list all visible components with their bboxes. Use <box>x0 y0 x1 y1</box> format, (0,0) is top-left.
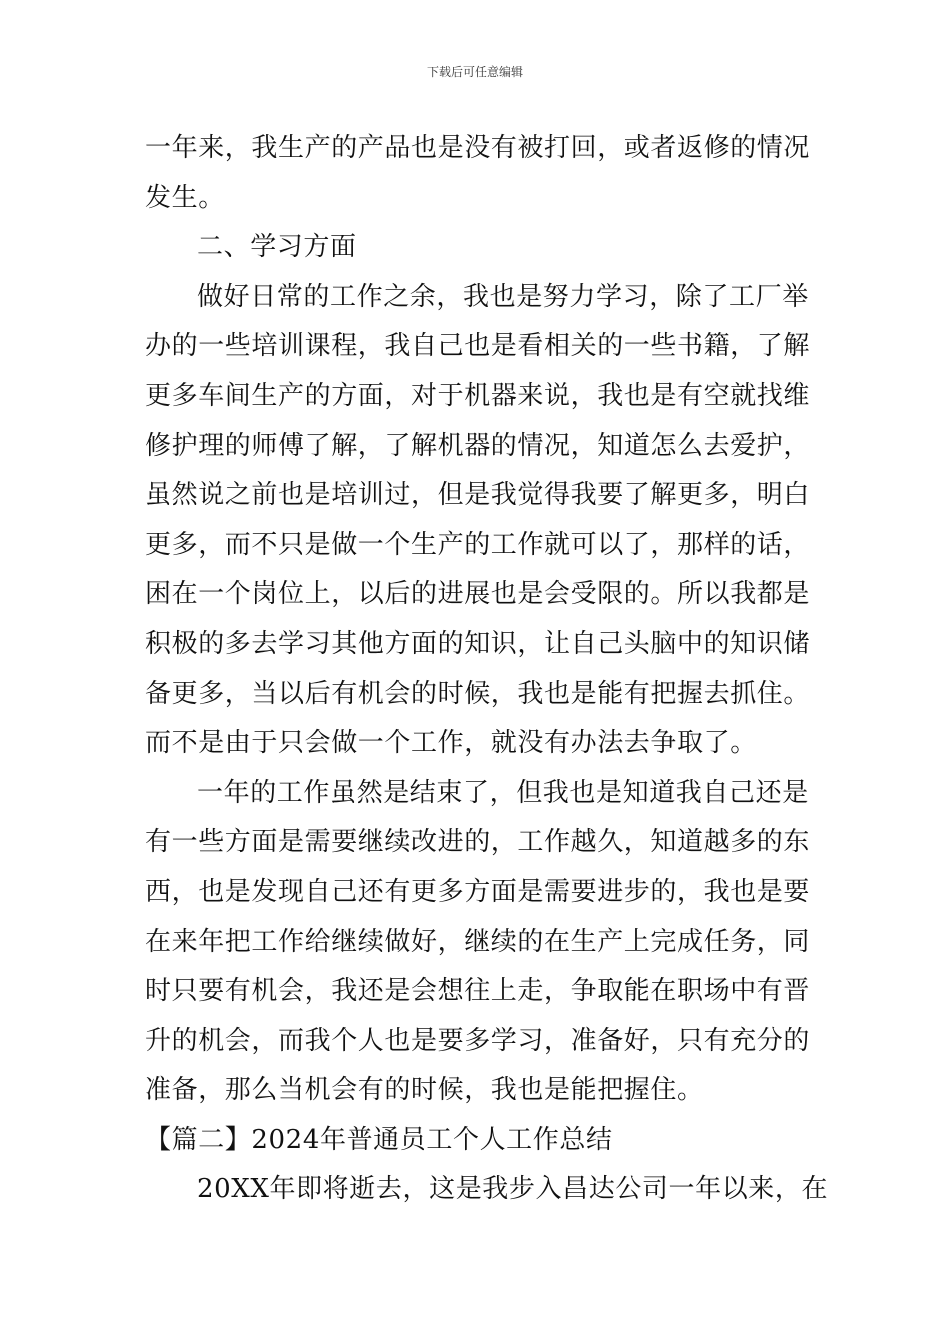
text-line: 而不是由于只会做一个工作，就没有办法去争取了。 <box>145 728 757 759</box>
text-line: 准备，那么当机会有的时候，我也是能把握住。 <box>145 1075 704 1106</box>
text-line: 备更多，当以后有机会的时候，我也是能有把握去抓住。 <box>145 678 811 709</box>
text-line: 20XX年即将逝去，这是我步入昌达公司一年以来，在 <box>197 1174 829 1205</box>
text-line: 办的一些培训课程，我自己也是看相关的一些书籍，了解 <box>145 331 811 362</box>
text-line: 有一些方面是需要继续改进的，工作越久，知道越多的东 <box>145 827 811 858</box>
text-line: 发生。 <box>145 182 225 213</box>
page-header: 下载后可任意编辑 <box>426 65 523 79</box>
text-line: 时只要有机会，我还是会想往上走，争取能在职场中有晋 <box>145 976 811 1007</box>
text-line: 积极的多去学习其他方面的知识，让自己头脑中的知识储 <box>145 628 811 659</box>
section-heading: 二、学习方面 <box>197 232 357 263</box>
text-line: 困在一个岗位上，以后的进展也是会受限的。所以我都是 <box>145 579 811 610</box>
text-line: 做好日常的工作之余，我也是努力学习，除了工厂举 <box>197 281 809 312</box>
text-line: 修护理的师傅了解，了解机器的情况，知道怎么去爱护， <box>145 430 811 461</box>
text-line: 虽然说之前也是培训过，但是我觉得我要了解更多，明白 <box>145 480 811 511</box>
text-line: 西，也是发现自己还有更多方面是需要进步的，我也是要 <box>145 876 811 907</box>
text-line: 更多，而不只是做一个生产的工作就可以了，那样的话， <box>145 529 811 560</box>
text-line: 在来年把工作给继续做好，继续的在生产上完成任务，同 <box>145 926 811 957</box>
document-body <box>145 124 829 1215</box>
text-line: 更多车间生产的方面，对于机器来说，我也是有空就找维 <box>145 380 811 411</box>
article-title: 【篇二】2024年普通员工个人工作总结 <box>145 1124 613 1155</box>
text-line: 升的机会，而我个人也是要多学习，准备好，只有充分的 <box>145 1025 811 1056</box>
text-line: 一年的工作虽然是结束了，但我也是知道我自己还是 <box>197 777 809 808</box>
text-line: 一年来，我生产的产品也是没有被打回，或者返修的情况 <box>145 133 811 163</box>
